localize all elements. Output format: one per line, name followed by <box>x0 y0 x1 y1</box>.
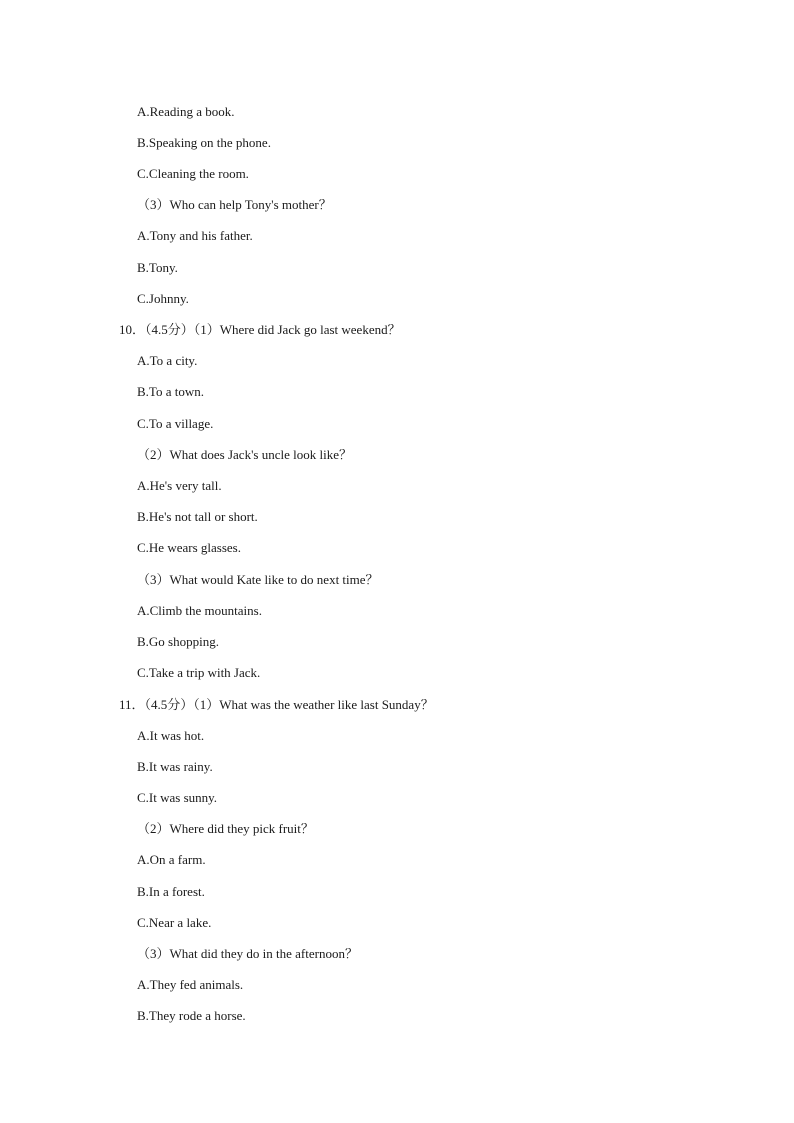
q9-part2-option-a: A.Reading a book. <box>137 104 235 119</box>
q11-part1-question: 11．（4.5分）（1）What was the weather like last Sunday？ <box>119 697 434 712</box>
q11-part1-option-b: B.It was rainy. <box>137 759 213 774</box>
q10-part1-option-c: C.To a village. <box>137 416 214 431</box>
q10-part3-question: （3）What would Kate like to do next time？ <box>137 572 379 587</box>
q10-part2-option-c: C.He wears glasses. <box>137 540 241 555</box>
q11-part2-question: （2）Where did they pick fruit？ <box>137 821 314 836</box>
q11-part2-option-c: C.Near a lake. <box>137 915 212 930</box>
q9-part2-option-b: B.Speaking on the phone. <box>137 135 271 150</box>
q11-part1-option-c: C.It was sunny. <box>137 790 218 805</box>
q10-part2-question: （2）What does Jack's uncle look like？ <box>137 447 352 462</box>
q11-part3-question: （3）What did they do in the afternoon？ <box>137 946 358 961</box>
q10-part2-option-b: B.He's not tall or short. <box>137 509 258 524</box>
q11-part2-option-a: A.On a farm. <box>137 852 206 867</box>
q10-part3-option-b: B.Go shopping. <box>137 634 219 649</box>
q11-part3-option-a: A.They fed animals. <box>137 977 244 992</box>
q10-part1-option-a: A.To a city. <box>137 353 198 368</box>
q11-part1-option-a: A.It was hot. <box>137 728 205 743</box>
q9-part3-option-a: A.Tony and his father. <box>137 228 253 243</box>
q11-part3-option-b: B.They rode a horse. <box>137 1008 246 1023</box>
q9-part3-option-b: B.Tony. <box>137 260 178 275</box>
q9-part2-option-c: C.Cleaning the room. <box>137 166 249 181</box>
q9-part3-question: （3）Who can help Tony's mother？ <box>137 197 332 212</box>
q10-part2-option-a: A.He's very tall. <box>137 478 222 493</box>
q10-part3-option-c: C.Take a trip with Jack. <box>137 665 261 680</box>
q10-part3-option-a: A.Climb the mountains. <box>137 603 262 618</box>
q11-part2-option-b: B.In a forest. <box>137 884 205 899</box>
q9-part3-option-c: C.Johnny. <box>137 291 189 306</box>
q10-part1-option-b: B.To a town. <box>137 384 204 399</box>
q10-part1-question: 10．（4.5分）（1）Where did Jack go last weekend？ <box>119 322 401 337</box>
